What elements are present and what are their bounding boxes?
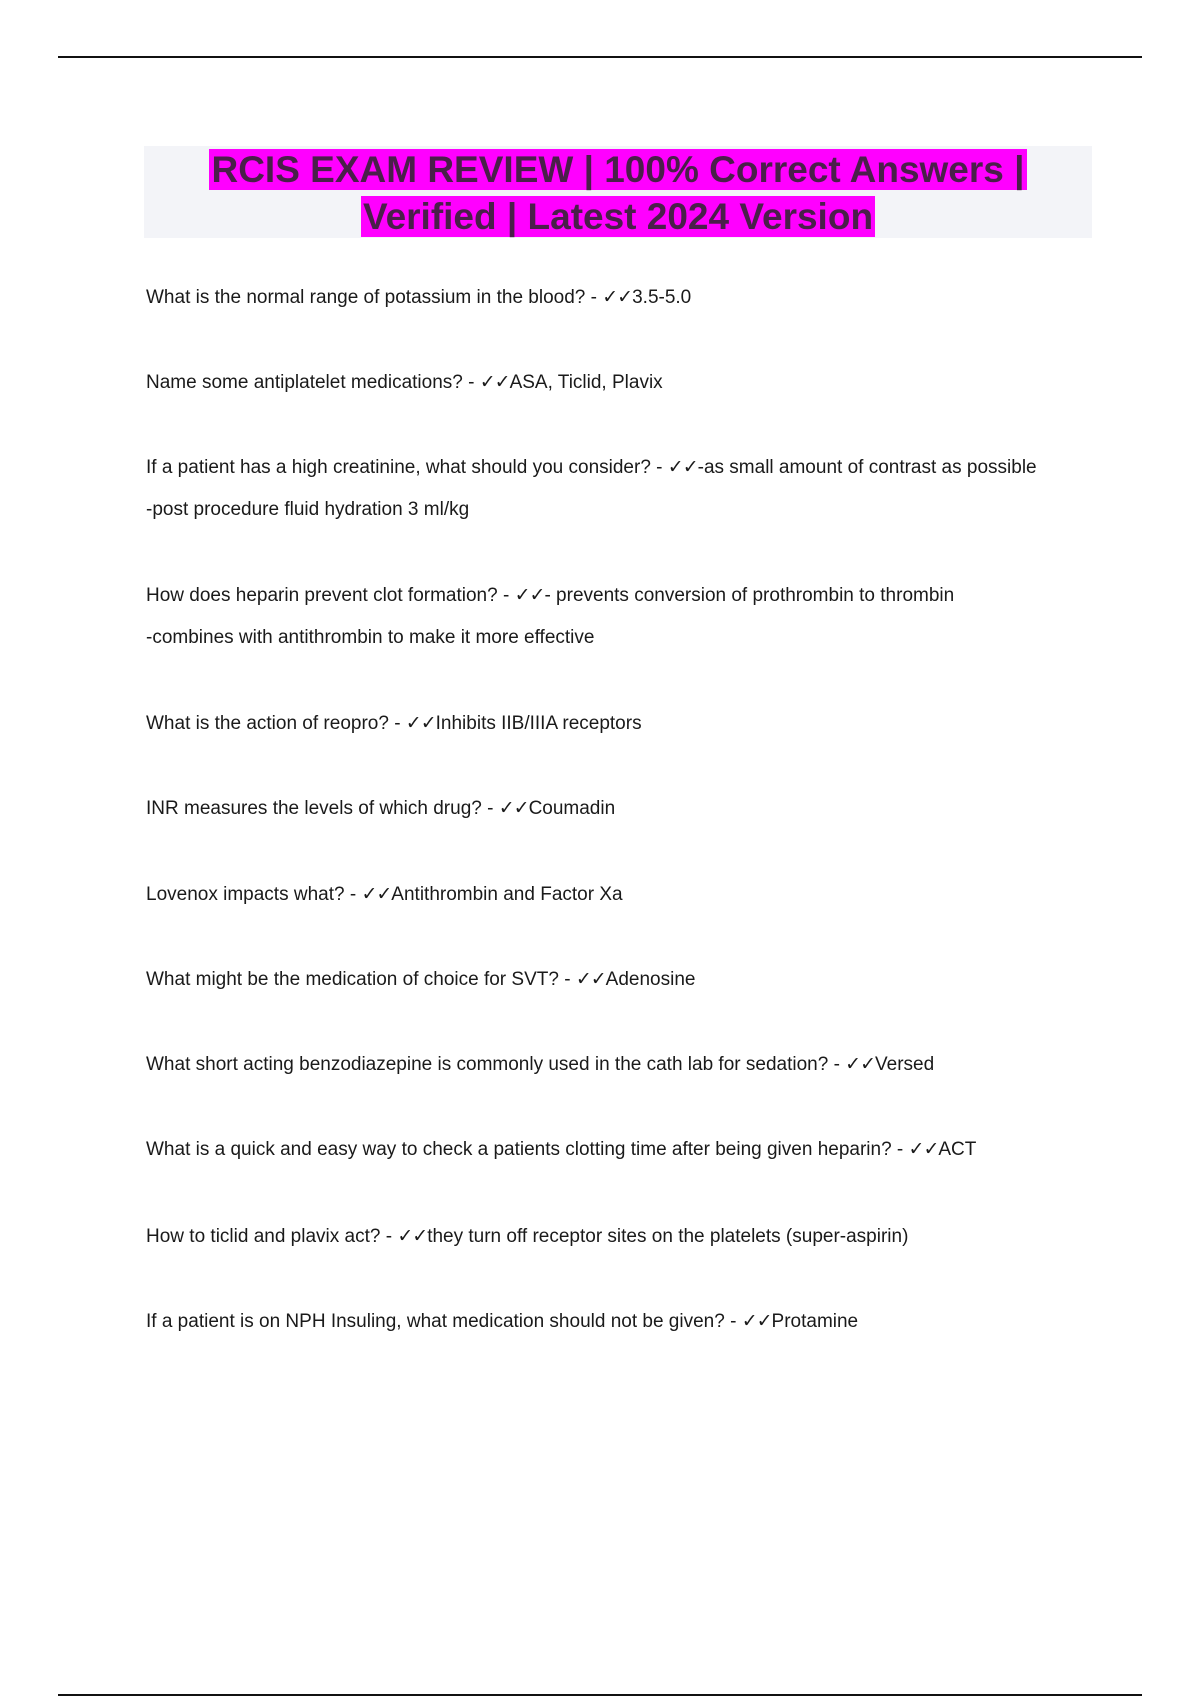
question-text: What might be the medication of choice for SVT? - xyxy=(146,969,576,990)
answer-text: Protamine xyxy=(771,1311,859,1332)
qa-line xyxy=(146,1308,1046,1336)
qa-item xyxy=(146,795,1046,823)
qa-line xyxy=(146,1136,1046,1164)
question-text: How does heparin prevent clot formation? - xyxy=(146,585,515,606)
question-text: What is the action of reopro? - xyxy=(146,713,406,734)
answer-text: Antithrombin and Factor Xa xyxy=(391,884,623,905)
answer-extra-line: -post procedure fluid hydration 3 ml/kg xyxy=(146,499,470,520)
question-text: How to ticlid and plavix act? - xyxy=(146,1226,398,1247)
qa-item xyxy=(146,1051,1046,1079)
answer-text: Inhibits IIB/IIIA receptors xyxy=(435,713,642,734)
question-text: Name some antiplatelet medications? - xyxy=(146,372,480,393)
qa-item xyxy=(146,1136,1046,1164)
qa-item xyxy=(146,369,1046,397)
answer-text: Adenosine xyxy=(605,969,696,990)
answer-text: 3.5-5.0 xyxy=(632,287,692,308)
qa-line xyxy=(146,1051,1046,1079)
qa-line xyxy=(146,966,1046,994)
double-check-icon: ✓✓ xyxy=(741,1311,772,1332)
answer-text: Versed xyxy=(875,1054,935,1075)
title-box xyxy=(144,146,1092,238)
qa-line xyxy=(146,369,1046,397)
document-title: RCIS EXAM REVIEW | 100% Correct Answers | Verified | Latest 2024 Version xyxy=(211,149,1025,237)
qa-item xyxy=(146,454,1046,524)
qa-item xyxy=(146,881,1046,909)
double-check-icon: ✓✓ xyxy=(602,287,633,308)
double-check-icon: ✓✓ xyxy=(479,372,510,393)
double-check-icon: ✓✓ xyxy=(908,1139,939,1160)
double-check-icon: ✓✓ xyxy=(845,1054,876,1075)
top-rule xyxy=(58,56,1142,58)
qa-line xyxy=(146,454,1046,482)
question-text: INR measures the levels of which drug? - xyxy=(146,798,499,819)
answer-text: they turn off receptor sites on the platelets (super-aspirin) xyxy=(427,1226,909,1247)
question-text: If a patient is on NPH Insuling, what medication should not be given? - xyxy=(146,1311,742,1332)
double-check-icon: ✓✓ xyxy=(575,969,606,990)
qa-item xyxy=(146,1308,1046,1336)
qa-line xyxy=(146,881,1046,909)
answer-text: - prevents conversion of prothrombin to thrombin xyxy=(544,585,955,606)
answer-text: ACT xyxy=(938,1139,977,1160)
question-text: Lovenox impacts what? - xyxy=(146,884,362,905)
qa-item xyxy=(146,1223,1046,1251)
answer-text: ASA, Ticlid, Plavix xyxy=(509,372,663,393)
double-check-icon: ✓✓ xyxy=(667,457,698,478)
qa-line xyxy=(146,710,1046,738)
bottom-rule xyxy=(58,1694,1142,1696)
qa-line xyxy=(146,795,1046,823)
double-check-icon: ✓✓ xyxy=(397,1226,428,1247)
qa-line xyxy=(146,582,1046,610)
qa-line xyxy=(146,284,1046,312)
question-text: What is a quick and easy way to check a patients clotting time after being given heparin? - xyxy=(146,1139,909,1160)
question-text: What short acting benzodiazepine is commonly used in the cath lab for sedation? - xyxy=(146,1054,846,1075)
double-check-icon: ✓✓ xyxy=(514,585,545,606)
answer-text: Coumadin xyxy=(528,798,616,819)
qa-item xyxy=(146,966,1046,994)
qa-item xyxy=(146,582,1046,652)
qa-line xyxy=(146,1223,1046,1251)
double-check-icon: ✓✓ xyxy=(361,884,392,905)
answer-text: -as small amount of contrast as possible xyxy=(697,457,1037,478)
question-text: If a patient has a high creatinine, what should you consider? - xyxy=(146,457,668,478)
question-text: What is the normal range of potassium in the blood? - xyxy=(146,287,603,308)
answer-extra-line: -combines with antithrombin to make it more effective xyxy=(146,627,595,648)
qa-item xyxy=(146,284,1046,312)
double-check-icon: ✓✓ xyxy=(498,798,529,819)
qa-list xyxy=(146,284,1046,1336)
double-check-icon: ✓✓ xyxy=(405,713,436,734)
qa-item xyxy=(146,710,1046,738)
